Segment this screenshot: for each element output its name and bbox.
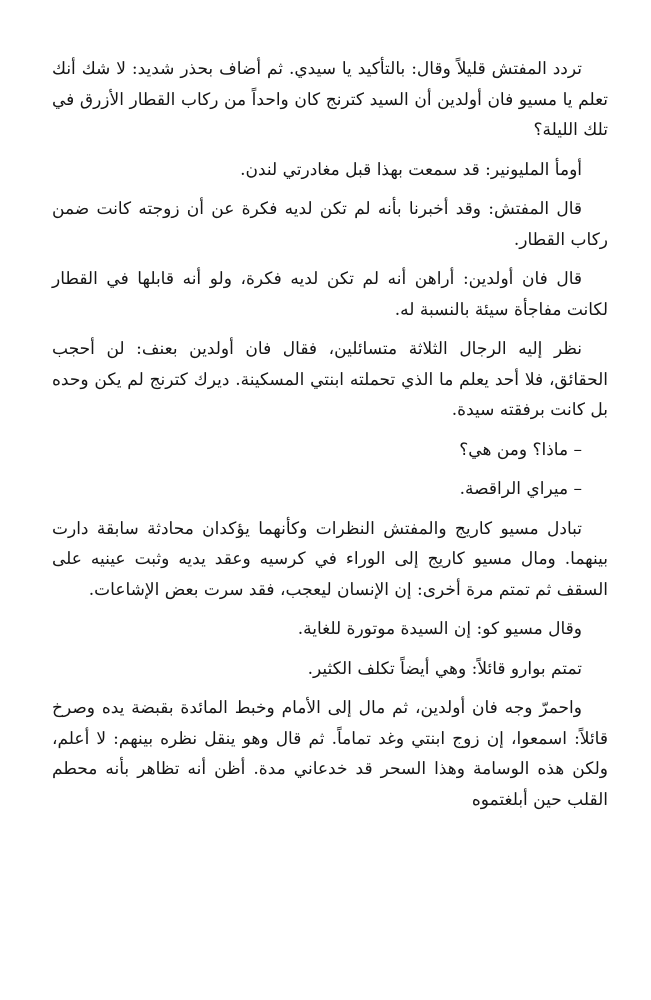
dialogue-line: – ماذا؟ ومن هي؟ xyxy=(459,439,582,460)
paragraph: أومأ المليونير: قد سمعت بهذا قبل مغادرتي لندن. xyxy=(240,159,582,180)
paragraph: وقال مسيو كو: إن السيدة موتورة للغاية. xyxy=(297,619,582,639)
paragraph: تردد المفتش قليلاً وقال: بالتأكيد يا سيدي. ثم أضاف بحذر شديد: لا شك أنك تعلم يا مسيو فان أولدين أن السيد كترنج كان واحداً من ركاب القطار الأزرق في تلك الليلة؟ xyxy=(52,59,608,140)
dialogue-line: – ميراي الراقصة. xyxy=(459,479,582,499)
paragraph: قال فان أولدين: أراهن أنه لم تكن لديه فكرة، ولو أنه قابلها في القطار لكانت مفاجأة سيئة بالنسبة له. xyxy=(52,269,608,320)
paragraph: واحمرّ وجه فان أولدين، ثم مال إلى الأمام وخبط المائدة بقبضة يده وصرخ قائلاً: اسمعوا، إن زوج ابنتي وغد تماماً. ثم قال وهو ينقل نظره بينهم: لا أعلم، ولكن هذه الوسامة وهذا السحر قد خدعاني مدة. أظن أنه تظاهر بأنه محطم القلب حين أبلغتموه xyxy=(52,698,608,810)
paragraph: نظر إليه الرجال الثلاثة متسائلين، فقال فان أولدين بعنف: لن أحجب الحقائق، فلا أحد يعلم ما الذي تحملته ابنتي المسكينة. ديرك كترنج لم يكن وحده بل كانت برفقته سيدة. xyxy=(52,339,608,420)
paragraph: تمتم بوارو قائلاً: وهي أيضاً تكلف الكثير. xyxy=(307,658,582,679)
paragraph: قال المفتش: وقد أخبرنا بأنه لم تكن لديه فكرة عن أن زوجته كانت ضمن ركاب القطار. xyxy=(52,199,608,250)
book-page xyxy=(52,54,608,824)
paragraph: تبادل مسيو كاريج والمفتش النظرات وكأنهما يؤكدان محادثة سابقة دارت بينهما. ومال مسيو كاريج إلى الوراء في كرسيه وعقد يديه وثبت عينيه على السقف ثم تمتم مرة أخرى: إن الإنسان ليعجب، فقد سرت بعض الإشاعات. xyxy=(52,518,608,600)
